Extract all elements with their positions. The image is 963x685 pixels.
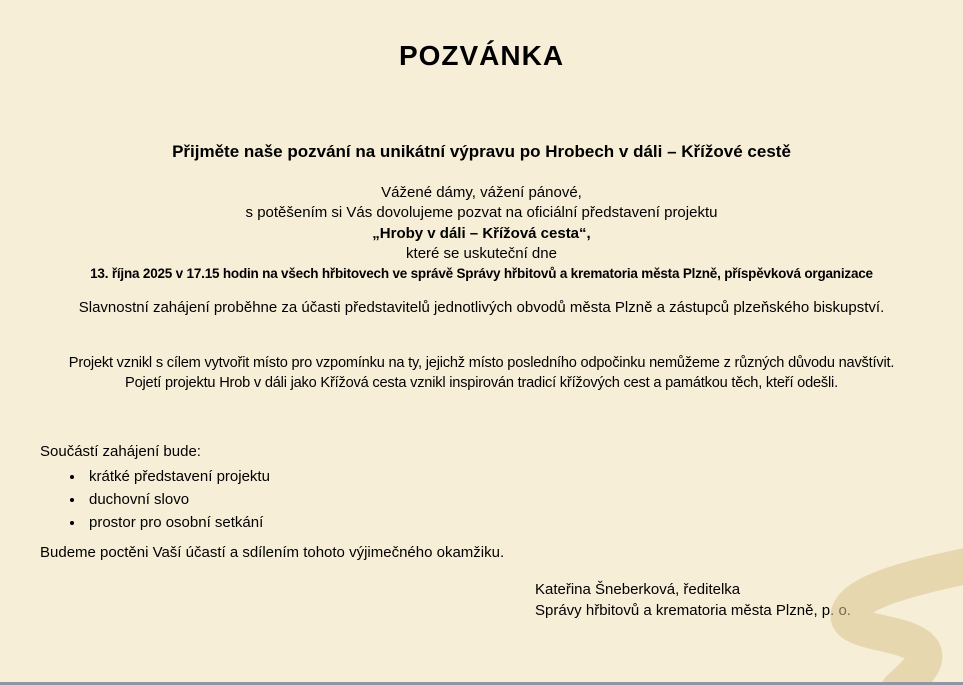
project-paragraph-line1: Projekt vznikl s cílem vytvořit místo pro vzpomínku na ty, jejichž místo posledního odpočinku nemůžeme z různých důvodu navštívit. — [68, 354, 895, 371]
document-title: POZVÁNKA — [398, 40, 565, 71]
intro-block — [0, 183, 963, 284]
signature-org-line: Správy hřbitovů a krematoria města Plzně, p. o. — [535, 601, 851, 619]
agenda-item: • duchovní slovo — [85, 488, 963, 511]
event-date-line: 13. října 2025 v 17.15 hodin na všech hřbitovech ve správě Správy hřbitovů a krematoria města Plzně, příspěvková organizace — [90, 266, 873, 282]
ceremony-line: Slavnostní zahájení proběhne za účasti představitelů jednotlivých obvodů města Plzně a zástupců plzeňského biskupství. — [78, 299, 885, 317]
salutation-line: Vážené dámy, vážení pánové, — [381, 184, 582, 201]
project-paragraph — [0, 353, 963, 394]
invitation-heading: Přijměte naše pozvání na unikátní výpravu po Hrobech v dáli – Křížové cestě — [172, 142, 791, 161]
agenda-item: • krátké představení projektu — [85, 465, 963, 488]
agenda-item: • prostor pro osobní setkání — [85, 511, 963, 534]
invite-line: s potěšením si Vás dovolujeme pozvat na oficiální představení projektu — [245, 204, 718, 222]
signature-name-line: Kateřina Šneberková, ředitelka — [535, 581, 741, 599]
when-intro-line: které se uskuteční dne — [406, 244, 557, 262]
signature-block — [535, 580, 963, 621]
agenda-list — [0, 465, 963, 534]
project-name-line: „Hroby v dáli – Křížová cesta“, — [372, 224, 591, 242]
agenda-intro: Součástí zahájení bude: — [40, 443, 201, 461]
closing-line: Budeme poctěni Vaší účastí a sdílením tohoto výjimečného okamžiku. — [40, 544, 505, 562]
project-paragraph-line2: Pojetí projektu Hrob v dáli jako Křížová cesta vznikl inspirován tradicí křížových cest a památkou těch, kteří odešli. — [125, 375, 838, 392]
